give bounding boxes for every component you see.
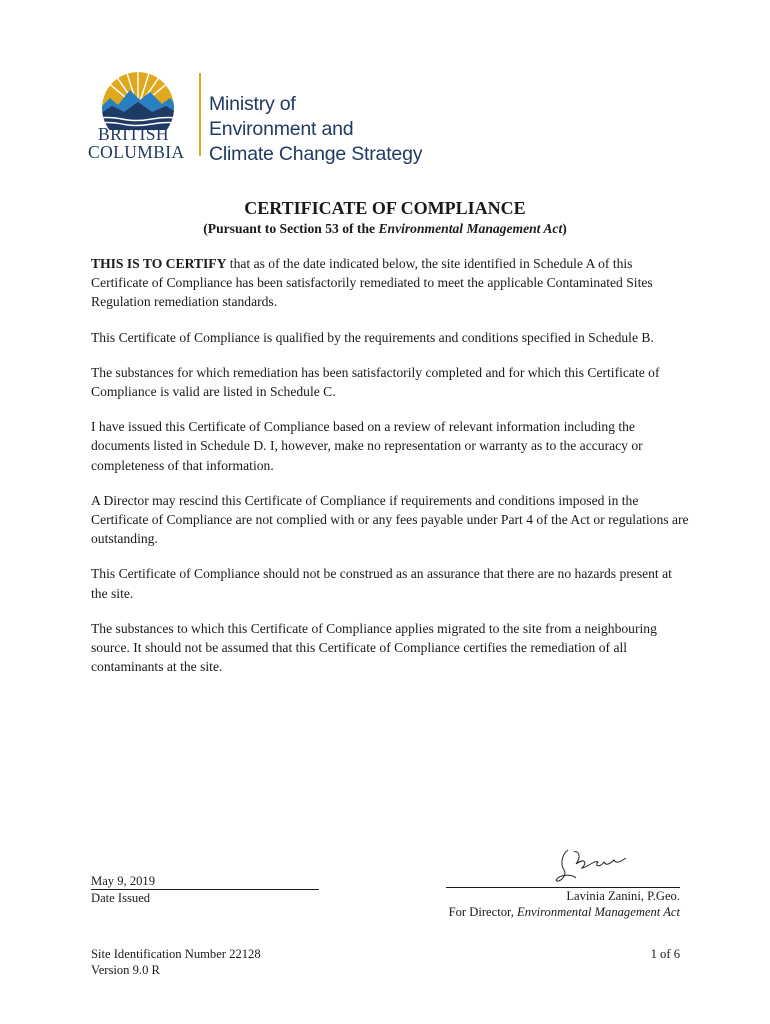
logo-divider [199, 73, 201, 156]
bc-sun-mountains-icon [88, 70, 188, 130]
site-id: Site Identification Number 22128 [91, 947, 261, 961]
ministry-line: Environment and [209, 118, 354, 140]
ministry-line: Ministry of [209, 93, 296, 115]
paragraph-text: that as of the date indicated below, the site identified in Schedule A of this Certificate of Compliance has been satisfactorily remediated to meet the applicable Contaminated Sites Regulation remediation standards. [91, 256, 653, 310]
subtitle-prefix: (Pursuant to Section 53 of the [203, 221, 379, 236]
signature-line [446, 873, 680, 888]
footer-left [91, 946, 261, 978]
subtitle-act: Environmental Management Act [378, 221, 563, 236]
ministry-name [209, 92, 422, 167]
body-paragraph: This Certificate of Compliance is qualified by the requirements and conditions specified in Schedule B. [91, 329, 654, 345]
bc-government-logo [88, 70, 423, 170]
certificate-subtitle [0, 221, 770, 237]
body-paragraph: I have issued this Certificate of Compliance based on a review of relevant information including the documents listed in Schedule D. I, however, make no representation or warranty as to the accuracy or completeness of that information. [91, 419, 643, 473]
certificate-body [91, 254, 691, 692]
body-paragraph [91, 254, 691, 312]
issue-date: May 9, 2019 [91, 873, 319, 890]
signatory-name: Lavinia Zanini, P.Geo. [566, 889, 680, 903]
subtitle-suffix: ) [562, 221, 567, 236]
issue-date-label: Date Issued [91, 891, 151, 905]
body-paragraph: The substances to which this Certificate of Compliance applies migrated to the site from a neighbouring source. It should not be assumed that this Certificate of Compliance certifies the remediation of all contaminants at the site. [91, 620, 657, 675]
version: Version 9.0 R [91, 963, 160, 977]
body-paragraph: This Certificate of Compliance should not be construed as an assurance that there are no hazards present at the site. [91, 566, 672, 601]
page-number: 1 of 6 [650, 947, 680, 961]
bc-wordmark-line2: COLUMBIA [88, 142, 185, 162]
certify-lead: THIS IS TO CERTIFY [91, 256, 227, 271]
role-prefix: For Director, [448, 905, 518, 919]
issue-date-block [91, 873, 319, 906]
signature-block [446, 873, 680, 920]
role-act: Environmental Management Act [517, 905, 680, 919]
ministry-line: Climate Change Strategy [209, 143, 423, 165]
signatory-role [446, 904, 680, 920]
bc-wordmark-line1: BRITISH [98, 124, 169, 144]
body-paragraph: The substances for which remediation has been satisfactorily completed and for which this Certificate of Compliance is valid are listed in Schedule C. [91, 364, 660, 400]
certificate-title: CERTIFICATE OF COMPLIANCE [244, 198, 526, 218]
body-paragraph: A Director may rescind this Certificate of Compliance if requirements and conditions imposed in the Certificate of Compliance are not complied with or any fees payable under Part 4 of the Act or regulations are outstanding. [91, 492, 689, 547]
